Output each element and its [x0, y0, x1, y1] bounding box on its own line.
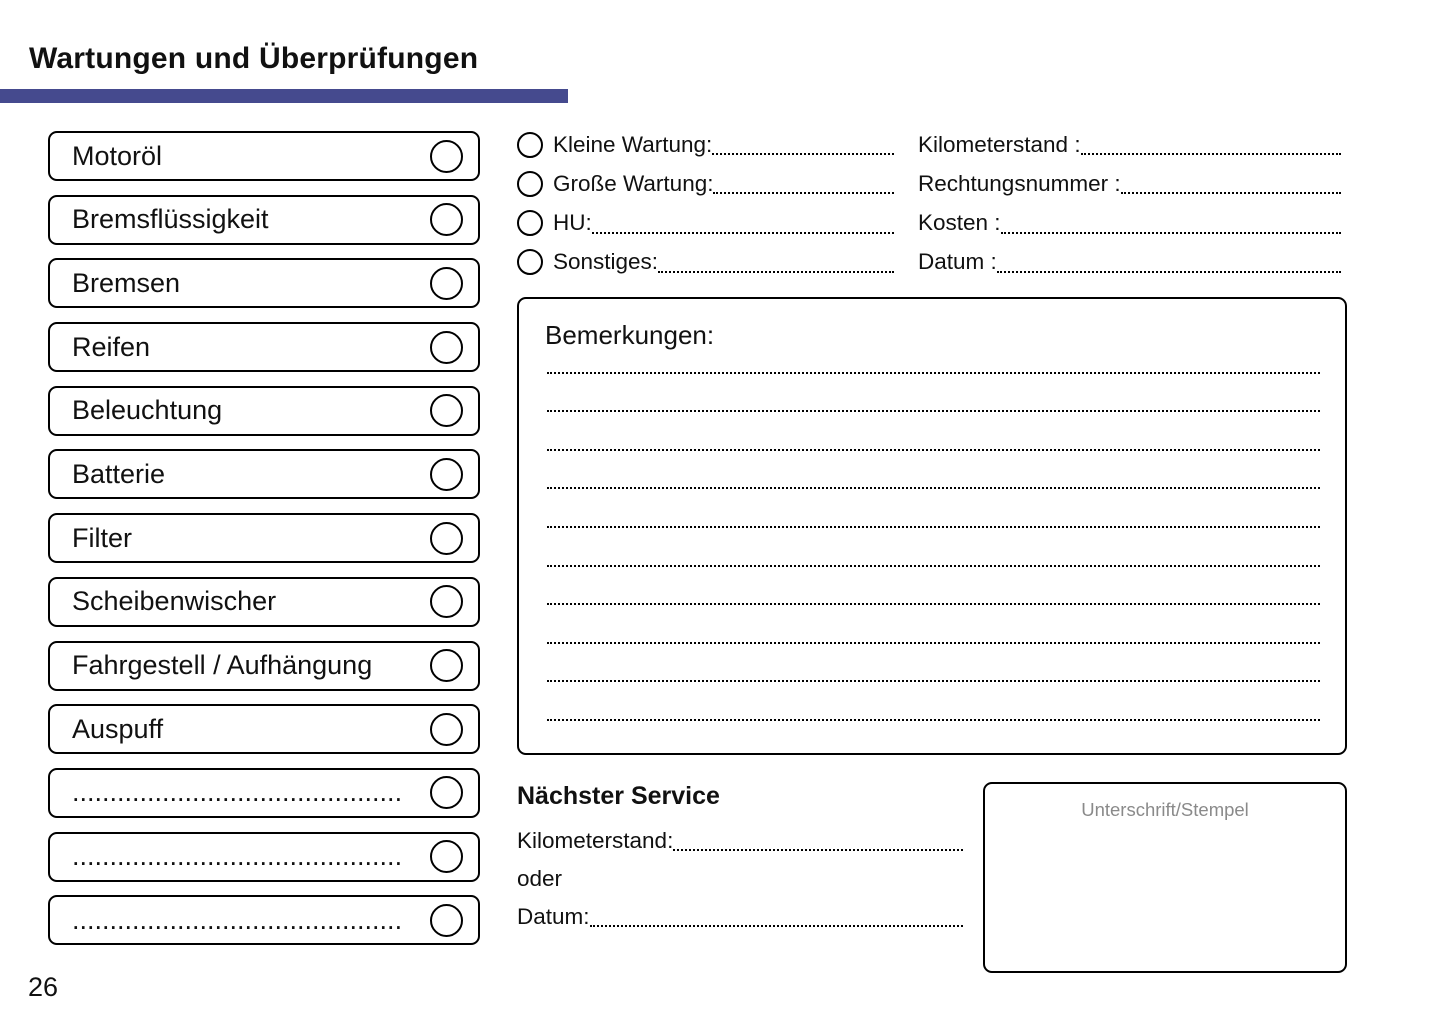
signature-stamp-label: Unterschrift/Stempel — [1081, 799, 1249, 820]
checklist-item-label: Reifen — [72, 331, 151, 362]
dotted-write-line — [547, 644, 1320, 683]
next-service-oder-label: oder — [517, 866, 563, 891]
service-type-kleine-wartung — [517, 125, 894, 164]
checklist-item-reifen — [48, 322, 480, 372]
page-number: 26 — [28, 972, 59, 1002]
checklist-item-beleuchtung — [48, 386, 480, 436]
dotted-fill-line — [1081, 153, 1341, 155]
remarks-box — [517, 297, 1347, 755]
title-underline-bar — [0, 89, 568, 103]
check-circle — [430, 394, 463, 427]
check-circle — [430, 840, 463, 873]
signature-stamp-box — [983, 782, 1347, 973]
checklist-item-bremsen — [48, 258, 480, 308]
service-detail-fields — [918, 125, 1341, 282]
dotted-fill-line — [673, 849, 963, 851]
checklist-item-label: Filter — [72, 522, 132, 553]
checklist-item-blank-1 — [48, 768, 480, 818]
radio-circle — [517, 249, 543, 275]
next-service-kilometerstand-row — [517, 822, 963, 860]
checklist-item-scheibenwischer — [48, 577, 480, 627]
field-label: Rechtungsnummer : — [918, 170, 1121, 196]
checklist-item-auspuff — [48, 704, 480, 754]
dotted-fill-line — [1001, 232, 1341, 234]
next-service-section — [517, 782, 963, 936]
dotted-fill-line — [592, 232, 894, 234]
checklist-item-label: Batterie — [72, 458, 166, 489]
dotted-write-line — [547, 567, 1320, 606]
checklist-item-label: Motoröl — [72, 140, 163, 171]
checklist-item-label: Auspuff — [72, 713, 164, 744]
check-circle — [430, 649, 463, 682]
checklist-item-blank-2 — [48, 832, 480, 882]
checklist-item-blank-label: ............................................ — [72, 904, 403, 935]
service-type-sonstiges — [517, 243, 894, 282]
dotted-fill-line — [712, 153, 894, 155]
next-service-title: Nächster Service — [517, 782, 720, 810]
checklist-item-label: Scheibenwischer — [72, 586, 277, 617]
check-circle — [430, 267, 463, 300]
checklist-item-label: Fahrgestell / Aufhängung — [72, 650, 373, 680]
checklist-item-motoroel — [48, 131, 480, 181]
field-label: Kilometerstand : — [918, 131, 1081, 157]
dotted-write-line — [547, 412, 1320, 451]
page-title: Wartungen und Überprüfungen — [29, 42, 479, 75]
dotted-fill-line — [713, 192, 894, 194]
dotted-write-line — [547, 374, 1320, 413]
check-circle — [430, 458, 463, 491]
checklist-item-fahrgestell-aufhaengung — [48, 641, 480, 691]
dotted-write-line — [547, 489, 1320, 528]
service-type-label: HU: — [553, 209, 592, 235]
remarks-write-lines — [547, 335, 1320, 721]
next-service-oder-row — [517, 860, 963, 898]
check-circle — [430, 713, 463, 746]
next-service-datum-label: Datum: — [517, 904, 590, 929]
field-label: Datum : — [918, 249, 997, 275]
next-service-kilometerstand-label: Kilometerstand: — [517, 828, 674, 853]
radio-circle — [517, 210, 543, 236]
check-circle — [430, 522, 463, 555]
checklist-item-bremsfluessigkeit — [48, 195, 480, 245]
radio-circle — [517, 171, 543, 197]
check-circle — [430, 331, 463, 364]
inspection-checklist — [48, 131, 480, 945]
next-service-datum-row — [517, 898, 963, 936]
field-rechtungsnummer — [918, 164, 1341, 203]
checklist-item-label: Bremsflüssigkeit — [72, 204, 269, 235]
dotted-fill-line — [1121, 192, 1341, 194]
check-circle — [430, 585, 463, 618]
checklist-item-blank-label: ............................................ — [72, 841, 403, 872]
checklist-item-batterie — [48, 449, 480, 499]
field-kilometerstand — [918, 125, 1341, 164]
service-type-label: Sonstiges: — [553, 249, 659, 275]
service-type-label: Große Wartung: — [553, 170, 714, 196]
dotted-write-line — [547, 528, 1320, 567]
checklist-item-blank-label: ............................................ — [72, 777, 403, 808]
check-circle — [430, 904, 463, 937]
service-type-label: Kleine Wartung: — [553, 131, 713, 157]
field-kosten — [918, 203, 1341, 242]
radio-circle — [517, 132, 543, 158]
remarks-title: Bemerkungen: — [545, 320, 715, 350]
dotted-write-line — [547, 682, 1320, 721]
checklist-item-blank-3 — [48, 895, 480, 945]
checklist-item-label: Bremsen — [72, 267, 181, 298]
field-label: Kosten : — [918, 209, 1001, 235]
dotted-write-line — [547, 451, 1320, 490]
service-type-grosse-wartung — [517, 164, 894, 203]
check-circle — [430, 203, 463, 236]
dotted-fill-line — [997, 271, 1341, 273]
checklist-item-filter — [48, 513, 480, 563]
dotted-fill-line — [590, 925, 963, 927]
dotted-fill-line — [658, 271, 894, 273]
dotted-write-line — [547, 335, 1320, 374]
check-circle — [430, 140, 463, 173]
checklist-item-label: Beleuchtung — [72, 395, 223, 426]
field-datum — [918, 243, 1341, 282]
check-circle — [430, 776, 463, 809]
service-type-hu — [517, 203, 894, 242]
service-type-list — [517, 125, 894, 282]
dotted-write-line — [547, 605, 1320, 644]
